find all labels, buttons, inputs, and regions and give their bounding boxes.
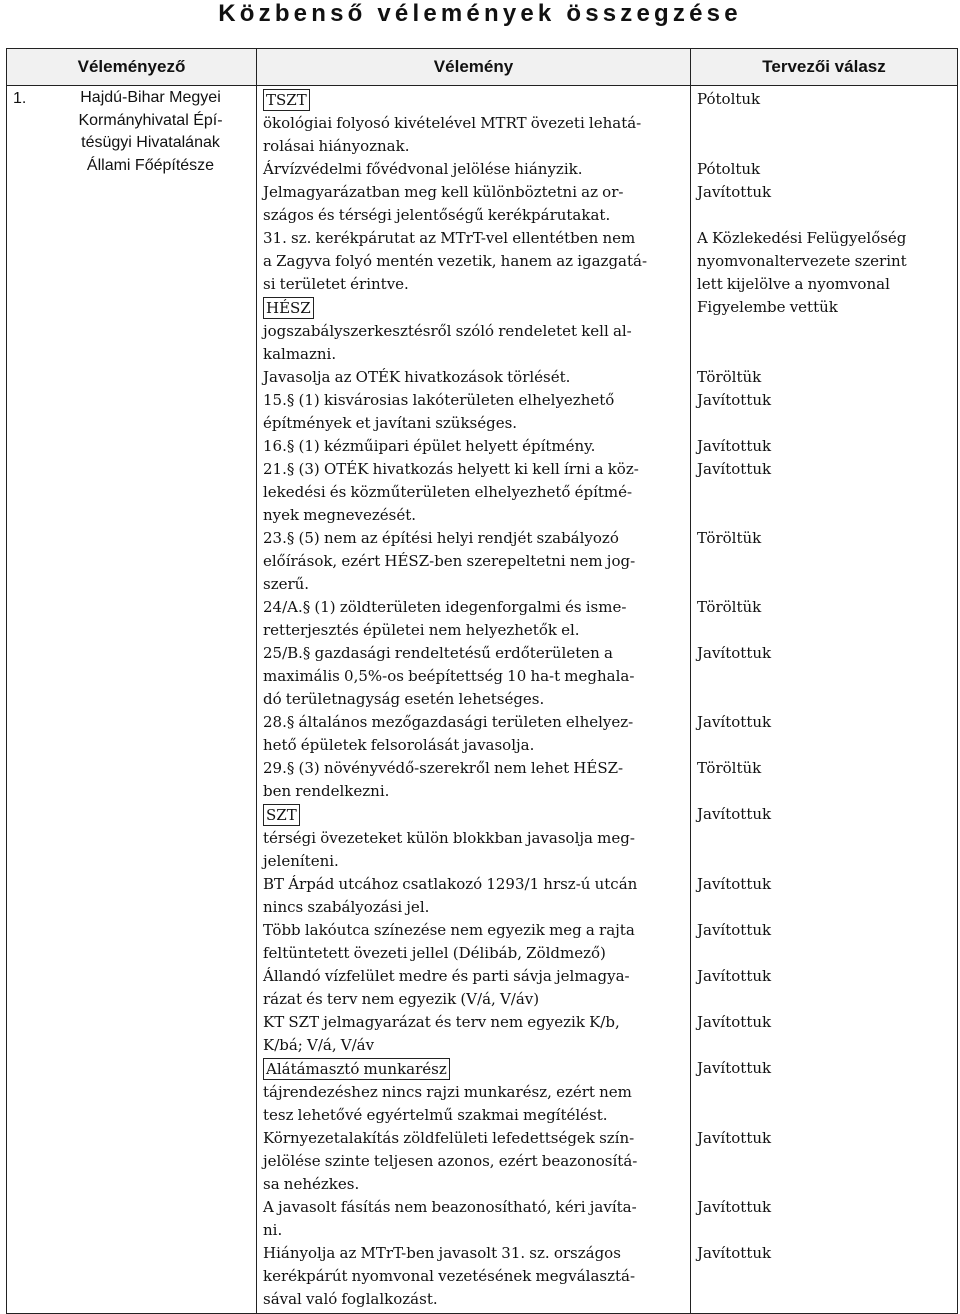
opinion-line: előírások, ezért HÉSZ-ben szerepeltetni nem jog- [263, 551, 636, 570]
opinion-line: 21.§ (3) OTÉK hivatkozás helyett ki kell írni a köz- [263, 460, 639, 478]
answer-line: Javítottuk [697, 713, 772, 731]
opinion-item [263, 873, 686, 919]
opinion-line: si területet érintve. [263, 274, 409, 293]
opinion-line: Árvízvédelmi fővédvonal jelölése hiányzik. [263, 160, 583, 178]
opinion-line: retterjesztés épületei nem helyezhetők el. [263, 620, 580, 639]
reviewer-name-line: tésügyi Hivatalának [81, 134, 220, 151]
opinion-line: 28.§ általános mezőgazdasági területen elhelyez- [263, 713, 634, 731]
answer-line: Javítottuk [697, 921, 772, 939]
opinion-item [263, 803, 686, 873]
opinion-line: 16.§ (1) kézműipari épület helyett építmény. [263, 437, 596, 455]
opinion-line: jogszabályszerkesztésről szóló rendeletet kell al- [263, 321, 632, 340]
answer-item [697, 158, 953, 181]
answer-item [697, 965, 953, 1011]
opinion-item [263, 1057, 686, 1127]
opinion-item [263, 366, 686, 389]
opinion-item [263, 181, 686, 227]
answer-line: Javítottuk [697, 1059, 772, 1077]
header-designer-answer: Tervezői válasz [691, 49, 958, 86]
opinion-line: kalmazni. [263, 344, 337, 363]
row-number: 1. [13, 90, 27, 107]
opinion-line: ni. [263, 1220, 283, 1239]
header-reviewer: Véleményező [7, 49, 257, 86]
table-row [7, 86, 958, 1314]
reviewer-name [49, 87, 252, 177]
opinion-line: Jelmagyarázatban meg kell különböztetni az or- [263, 183, 624, 201]
opinion-item [263, 757, 686, 803]
opinion-item [263, 158, 686, 181]
opinion-line: feltüntetett övezeti jellel (Délibáb, Zöldmező) [263, 943, 606, 962]
opinion-item [263, 596, 686, 642]
reviewer-name-line: Kormányhivatal Épí- [78, 111, 223, 129]
section-tag: Alátámasztó munkarész [263, 1058, 450, 1080]
answer-line: Javítottuk [697, 1198, 772, 1216]
answer-item [697, 1127, 953, 1196]
opinion-line: a Zagyva folyó mentén vezetik, hanem az igazgatá- [263, 251, 648, 270]
answer-item [697, 1057, 953, 1127]
answer-line: Javítottuk [697, 1244, 772, 1262]
answer-line: Figyelembe vettük [697, 298, 838, 316]
opinion-line: K/bá; V/á, V/áv [263, 1035, 375, 1054]
opinion-line: Környezetalakítás zöldfelületi lefedettségek szín- [263, 1129, 635, 1147]
opinion-line: rázat és terv nem egyezik (V/á, V/áv) [263, 989, 540, 1008]
answer-item [697, 1196, 953, 1242]
opinion-line: lekedési és közműterületen elhelyezhető építmé- [263, 482, 633, 501]
opinion-line: 15.§ (1) kisvárosias lakóterületen elhelyezhető [263, 391, 615, 409]
opinion-line: térségi övezeteket külön blokkban javasolja meg- [263, 828, 635, 847]
opinion-line: Több lakóutca színezése nem egyezik meg a rajta [263, 921, 635, 939]
answer-line: Javítottuk [697, 875, 772, 893]
opinion-line: sa nehézkes. [263, 1174, 360, 1193]
answer-line: nyomvonaltervezete szerint [697, 251, 907, 270]
opinion-line: hető épületek felsorolását javasolja. [263, 735, 535, 754]
answer-line: Pótoltuk [697, 160, 761, 178]
answer-line: Javítottuk [697, 460, 772, 478]
answer-item [697, 435, 953, 458]
opinion-item [263, 435, 686, 458]
answer-item [697, 642, 953, 711]
answer-item [697, 711, 953, 757]
opinion-item [263, 919, 686, 965]
opinion-line: szerű. [263, 574, 310, 593]
answer-line: Javítottuk [697, 1013, 772, 1031]
section-tag: HÉSZ [263, 297, 314, 319]
answer-line: Javítottuk [697, 644, 772, 662]
answer-item [697, 296, 953, 366]
opinion-item [263, 642, 686, 711]
opinion-line: sával való foglalkozást. [263, 1289, 438, 1308]
opinion-item [263, 1242, 686, 1311]
opinion-line: 29.§ (3) növényvédő-szerekről nem lehet HÉSZ- [263, 759, 624, 777]
answer-item [697, 803, 953, 873]
answer-item [697, 527, 953, 596]
answer-cell [691, 86, 958, 1314]
answer-item [697, 919, 953, 965]
answer-item [697, 873, 953, 919]
answer-item [697, 458, 953, 527]
opinion-line: építmények et javítani szükséges. [263, 413, 518, 432]
answer-item [697, 227, 953, 296]
answer-line: Töröltük [697, 759, 762, 777]
answer-item [697, 757, 953, 803]
opinion-line: maximális 0,5%-os beépítettség 10 ha-t meghala- [263, 666, 635, 685]
opinion-line: kerékpárút nyomvonal vezetésének megválasztá- [263, 1266, 636, 1285]
opinion-line: 23.§ (5) nem az építési helyi rendjét szabályozó [263, 529, 619, 547]
answer-item [697, 88, 953, 158]
opinion-item [263, 227, 686, 296]
answer-line: lett kijelölve a nyomvonal [697, 274, 890, 293]
reviewer-cell [7, 86, 257, 1314]
reviewer-name-line: Hajdú-Bihar Megyei [80, 89, 221, 106]
answer-line: Javítottuk [697, 967, 772, 985]
header-opinion: Vélemény [257, 49, 691, 86]
answer-line: A Közlekedési Felügyelőség [697, 229, 907, 247]
opinion-item [263, 527, 686, 596]
opinion-item [263, 965, 686, 1011]
opinion-item [263, 458, 686, 527]
opinion-cell [257, 86, 691, 1314]
opinion-item [263, 1011, 686, 1057]
opinion-item [263, 1127, 686, 1196]
answer-line: Töröltük [697, 529, 762, 547]
review-table [6, 48, 958, 1314]
page-title: Közbenső vélemények összegzése [218, 0, 742, 27]
answer-item [697, 1242, 953, 1311]
opinion-item [263, 88, 686, 158]
opinion-item [263, 1196, 686, 1242]
opinion-line: ben rendelkezni. [263, 781, 390, 800]
answer-item [697, 389, 953, 435]
opinion-line: nyek megnevezését. [263, 505, 417, 524]
opinion-line: Hiányolja az MTrT-ben javasolt 31. sz. országos [263, 1244, 621, 1262]
opinion-line: 24/A.§ (1) zöldterületen idegenforgalmi és isme- [263, 598, 627, 616]
opinion-line: BT Árpád utcához csatlakozó 1293/1 hrsz-ú utcán [263, 875, 638, 893]
section-tag: SZT [263, 804, 300, 826]
opinion-line: A javasolt fásítás nem beazonosítható, kéri javíta- [263, 1198, 637, 1216]
answer-item [697, 181, 953, 227]
opinion-item [263, 389, 686, 435]
answer-line: Javítottuk [697, 805, 772, 823]
opinion-line: jelölése szinte teljesen azonos, ezért beazonosítá- [263, 1151, 638, 1170]
answer-line: Töröltük [697, 368, 762, 386]
answer-item [697, 366, 953, 389]
answer-line: Töröltük [697, 598, 762, 616]
opinion-line: Állandó vízfelület medre és parti sávja jelmagya- [263, 967, 630, 985]
opinion-line: tesz lehetővé egyértelmű szakmai megítélést. [263, 1105, 608, 1124]
reviewer-name-line: Állami Főépítésze [86, 156, 215, 174]
opinion-item [263, 711, 686, 757]
answer-line: Javítottuk [697, 437, 772, 455]
table-header-row [7, 49, 958, 86]
answer-item [697, 596, 953, 642]
opinion-line: szágos és térségi jelentőségű kerékpárutakat. [263, 205, 611, 224]
section-tag: TSZT [263, 89, 310, 111]
opinion-line: rolásai hiányoznak. [263, 136, 410, 155]
answer-line: Javítottuk [697, 391, 772, 409]
answer-line: Javítottuk [697, 183, 772, 201]
opinion-line: 25/B.§ gazdasági rendeltetésű erdőterületen a [263, 644, 613, 662]
answer-line: Pótoltuk [697, 90, 761, 108]
opinion-line: Javasolja az OTÉK hivatkozások törlését. [263, 368, 571, 386]
opinion-line: tájrendezéshez nincs rajzi munkarész, ezért nem [263, 1082, 632, 1101]
answer-item [697, 1011, 953, 1057]
opinion-line: dó területnagyság esetén lehetséges. [263, 689, 545, 708]
opinion-line: ökológiai folyosó kivételével MTRT övezeti lehatá- [263, 113, 642, 132]
opinion-line: 31. sz. kerékpárutat az MTrT-vel ellentétben nem [263, 229, 636, 247]
opinion-line: nincs szabályozási jel. [263, 897, 430, 916]
opinion-item [263, 296, 686, 366]
opinion-line: KT SZT jelmagyarázat és terv nem egyezik K/b, [263, 1013, 620, 1031]
answer-line: Javítottuk [697, 1129, 772, 1147]
opinion-line: jeleníteni. [263, 851, 339, 870]
